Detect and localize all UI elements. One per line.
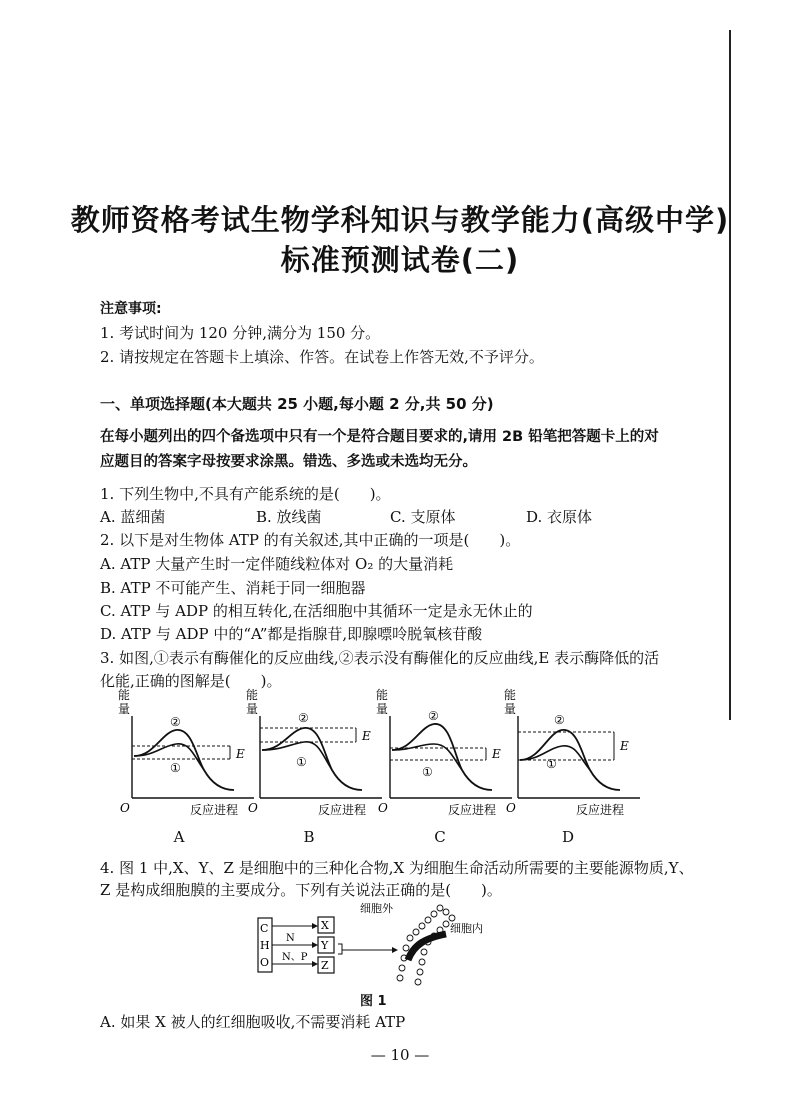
q1-option-a: A. 蓝细菌 [100, 508, 166, 526]
q3-choice-b: B [303, 828, 315, 846]
q4-figure-caption: 图 1 [360, 994, 387, 1009]
svg-text:反应进程: 反应进程 [190, 803, 239, 817]
svg-text:量: 量 [376, 702, 389, 716]
svg-text:反应进程: 反应进程 [576, 803, 625, 817]
svg-text:反应进程: 反应进程 [448, 803, 497, 817]
q2-option-c: C. ATP 与 ADP 的相互转化,在活细胞中其循环一定是永无休止的 [100, 602, 533, 620]
svg-text:O: O [506, 801, 516, 815]
q3-choice-c: C [434, 828, 446, 846]
svg-text:能: 能 [246, 688, 259, 702]
svg-text:细胞外: 细胞外 [360, 902, 393, 915]
q3-graph-d [490, 686, 650, 826]
svg-text:①: ① [422, 765, 433, 779]
svg-text:O: O [378, 801, 388, 815]
svg-text:O: O [260, 956, 270, 969]
svg-text:Z: Z [321, 959, 329, 972]
svg-text:Y: Y [321, 939, 329, 952]
svg-text:②: ② [298, 711, 309, 725]
page-number: — 10 — [370, 1046, 430, 1064]
q2-option-b: B. ATP 不可能产生、消耗于同一细胞器 [100, 579, 366, 597]
section-instruction-2: 应题目的答案字母按要求涂黑。错选、多选或未选均无分。 [100, 454, 477, 470]
svg-text:N: N [286, 933, 295, 944]
svg-text:E: E [620, 739, 629, 753]
svg-text:量: 量 [118, 702, 131, 716]
svg-text:反应进程: 反应进程 [318, 803, 367, 817]
svg-text:X: X [321, 919, 329, 932]
q1-stem: 1. 下列生物中,不具有产能系统的是( )。 [100, 485, 391, 503]
q2-option-a: A. ATP 大量产生时一定伴随线粒体对 O₂ 的大量消耗 [100, 555, 454, 573]
section-heading: 一、单项选择题(本大题共 25 小题,每小题 2 分,共 50 分) [100, 395, 494, 413]
svg-text:②: ② [170, 715, 181, 729]
svg-text:①: ① [170, 761, 181, 775]
exam-title-line1: 教师资格考试生物学科知识与教学能力(高级中学) [70, 203, 730, 237]
q4-stem-line1: 4. 图 1 中,X、Y、Z 是细胞中的三种化合物,X 为细胞生命活动所需要的主要能源物质,Y、 [100, 859, 694, 877]
notice-heading: 注意事项: [100, 301, 162, 317]
page-edge-rule [729, 30, 731, 720]
svg-text:E: E [362, 729, 371, 743]
q1-option-d: D. 衣原体 [526, 508, 593, 526]
q4-stem-line2: Z 是构成细胞膜的主要成分。下列有关说法正确的是( )。 [100, 881, 502, 899]
svg-text:能: 能 [376, 688, 389, 702]
svg-text:N、P: N、P [282, 952, 308, 963]
svg-text:O: O [248, 801, 258, 815]
svg-text:量: 量 [246, 702, 259, 716]
q4-figure-1 [250, 898, 490, 998]
svg-text:C: C [260, 922, 269, 935]
svg-text:H: H [260, 939, 270, 952]
svg-text:细胞内: 细胞内 [450, 922, 483, 935]
q3-choice-d: D [561, 828, 575, 846]
svg-text:能: 能 [504, 688, 517, 702]
svg-text:能: 能 [118, 688, 131, 702]
q3-stem-line2: 化能,正确的图解是( )。 [100, 672, 282, 690]
svg-text:①: ① [296, 755, 307, 769]
notice-item-1: 1. 考试时间为 120 分钟,满分为 150 分。 [100, 324, 381, 342]
q3-choice-a: A [173, 828, 185, 846]
svg-text:量: 量 [504, 702, 517, 716]
exam-title-line2: 标准预测试卷(二) [280, 243, 520, 277]
section-instruction-1: 在每小题列出的四个备选项中只有一个是符合题目要求的,请用 2B 铅笔把答题卡上的对 [100, 429, 659, 445]
svg-text:O: O [120, 801, 130, 815]
svg-text:②: ② [554, 713, 565, 727]
svg-text:E: E [236, 747, 245, 761]
notice-item-2: 2. 请按规定在答题卡上填涂、作答。在试卷上作答无效,不予评分。 [100, 348, 544, 366]
q2-option-d: D. ATP 与 ADP 中的“A”都是指腺苷,即腺嘌呤脱氧核苷酸 [100, 625, 483, 643]
q2-stem: 2. 以下是对生物体 ATP 的有关叙述,其中正确的一项是( )。 [100, 531, 521, 549]
q4-option-a: A. 如果 X 被人的红细胞吸收,不需要消耗 ATP [100, 1013, 406, 1031]
svg-text:E: E [492, 747, 501, 761]
svg-text:①: ① [546, 757, 557, 771]
q1-option-c: C. 支原体 [390, 508, 456, 526]
q1-option-b: B. 放线菌 [256, 508, 322, 526]
svg-text:②: ② [428, 709, 439, 723]
q3-stem-line1: 3. 如图,①表示有酶催化的反应曲线,②表示没有酶催化的反应曲线,E 表示酶降低的活 [100, 649, 660, 667]
